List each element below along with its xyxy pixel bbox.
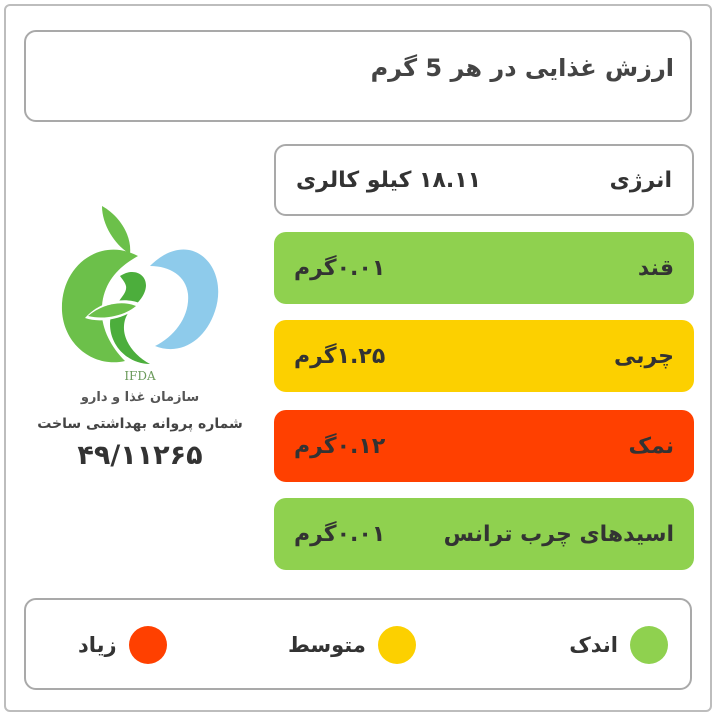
sugar-value: ۰.۰۱گرم: [294, 255, 386, 281]
permit-number: ۴۹/۱۱۲۶۵: [77, 440, 203, 471]
medium-level-dot-icon: [378, 626, 416, 664]
legend-low: [569, 626, 668, 664]
energy-row: [274, 144, 694, 216]
permit-label: شماره پروانه بهداشتی ساخت: [37, 416, 243, 432]
salt-row: [274, 410, 694, 482]
salt-label: نمک: [628, 433, 674, 459]
legend-high: [78, 626, 167, 664]
fat-value: ۱.۲۵گرم: [294, 343, 386, 369]
energy-label: انرژی: [609, 167, 672, 193]
trans-fat-value: ۰.۰۱گرم: [294, 521, 386, 547]
ifda-logo-text: IFDA: [124, 369, 156, 383]
energy-value: ۱۸.۱۱ کیلو کالری: [296, 167, 482, 193]
organization-name: سازمان غذا و دارو: [80, 390, 200, 405]
legend-medium-label: متوسط: [288, 633, 366, 657]
sugar-row: [274, 232, 694, 304]
fat-row: [274, 320, 694, 392]
nutrition-title: ارزش غذایی در هر 5 گرم: [370, 54, 674, 82]
sugar-label: قند: [637, 255, 674, 281]
trans-fat-label: اسیدهای چرب ترانس: [443, 521, 674, 547]
ifda-apple-logo-icon: [40, 196, 240, 386]
nutrition-title-box: [24, 30, 692, 122]
legend-low-label: اندک: [569, 633, 618, 657]
high-level-dot-icon: [129, 626, 167, 664]
legend-high-label: زیاد: [78, 633, 117, 657]
fat-label: چربی: [613, 343, 674, 369]
salt-value: ۰.۱۲گرم: [294, 433, 386, 459]
trans-fat-row: [274, 498, 694, 570]
legend-medium: [288, 626, 416, 664]
level-legend: [24, 598, 692, 690]
low-level-dot-icon: [630, 626, 668, 664]
